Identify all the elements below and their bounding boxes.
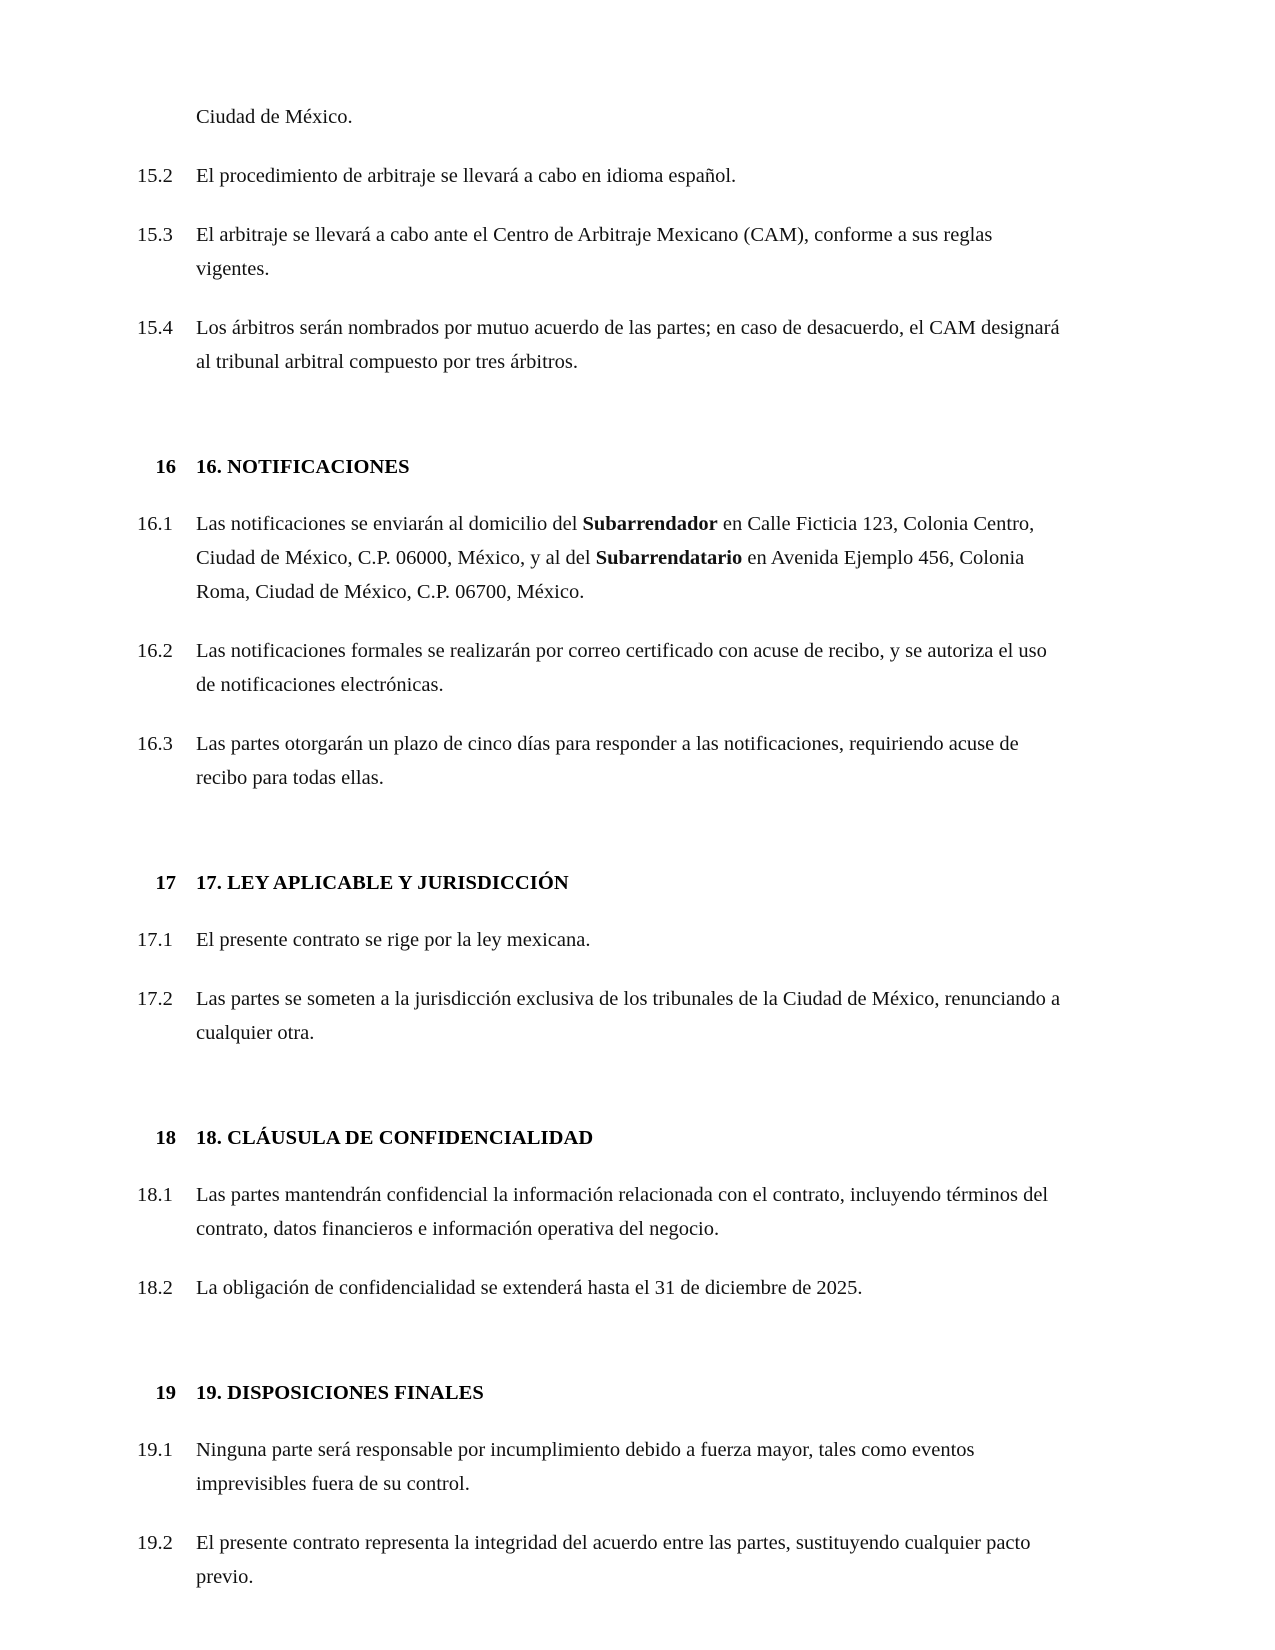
clause-list <box>137 159 1062 1594</box>
section-heading <box>137 1377 1062 1409</box>
clause-number: 18.1 <box>137 1184 173 1206</box>
clause-number: 17.1 <box>137 929 173 951</box>
clause-number: 17.2 <box>137 988 173 1010</box>
clause-text: El presente contrato representa la integridad del acuerdo entre las partes, sustituyendo cualquier pacto previo. <box>196 1532 1031 1588</box>
clause-number: 16.2 <box>137 640 173 662</box>
section-number: 16 <box>155 456 176 478</box>
clause-number: 16.1 <box>137 513 173 535</box>
clause-text: El presente contrato se rige por la ley mexicana. <box>196 929 591 951</box>
clause-text: Las partes se someten a la jurisdicción exclusiva de los tribunales de la Ciudad de México, renunciando a cualquier otra. <box>196 988 1061 1044</box>
section-title: 18. CLÁUSULA DE CONFIDENCIALIDAD <box>196 1127 594 1149</box>
section-number: 19 <box>155 1382 176 1404</box>
clause-text: El arbitraje se llevará a cabo ante el Centro de Arbitraje Mexicano (CAM), conforme a sus reglas vigentes. <box>196 224 993 280</box>
clause-text: Las notificaciones formales se realizarán por correo certificado con acuse de recibo, y se autoriza el uso de notificaciones electrónicas. <box>196 640 1047 696</box>
clause-text: Las partes mantendrán confidencial la información relacionada con el contrato, incluyendo términos del contrato, datos financieros e información operativa del negocio. <box>196 1184 1049 1240</box>
section-heading <box>137 451 1062 483</box>
clause-number: 19.1 <box>137 1439 173 1461</box>
clause-number: 15.4 <box>137 317 173 339</box>
clause-row <box>137 159 1062 193</box>
clause-text: El procedimiento de arbitraje se llevará a cabo en idioma español. <box>196 165 737 187</box>
clause-number: 16.3 <box>137 733 173 755</box>
clause-number: 18.2 <box>137 1277 173 1299</box>
clause-text: Las partes otorgarán un plazo de cinco días para responder a las notificaciones, requiriendo acuse de recibo para todas ellas. <box>196 733 1019 789</box>
section-number: 18 <box>155 1127 176 1149</box>
clause-row <box>137 727 1062 795</box>
clause-row <box>137 982 1062 1050</box>
clause-text: Los árbitros serán nombrados por mutuo acuerdo de las partes; en caso de desacuerdo, el CAM designará al tribunal arbitral compuesto por tres árbitros. <box>196 317 1060 373</box>
clause-row <box>137 1271 1062 1305</box>
clause-row <box>137 1178 1062 1246</box>
section-title: 17. LEY APLICABLE Y JURISDICCIÓN <box>196 872 569 894</box>
clause-number: 19.2 <box>137 1532 173 1554</box>
section-heading <box>137 867 1062 899</box>
clause-number: 15.3 <box>137 224 173 246</box>
clause-row <box>137 507 1062 609</box>
clause-row <box>137 923 1062 957</box>
document-body <box>137 100 1062 1594</box>
clause-row <box>137 311 1062 379</box>
section-title: 16. NOTIFICACIONES <box>196 456 410 478</box>
section-heading <box>137 1122 1062 1154</box>
clause-row <box>137 1526 1062 1594</box>
clause-text: La obligación de confidencialidad se extenderá hasta el 31 de diciembre de 2025. <box>196 1277 863 1299</box>
clause-text: Ninguna parte será responsable por incumplimiento debido a fuerza mayor, tales como eventos imprevisibles fuera de su control. <box>196 1439 975 1495</box>
clause-row <box>137 218 1062 286</box>
continuation-paragraph: Ciudad de México. <box>196 106 353 128</box>
section-title: 19. DISPOSICIONES FINALES <box>196 1382 484 1404</box>
clause-row <box>137 634 1062 702</box>
clause-row <box>137 1433 1062 1501</box>
section-number: 17 <box>155 872 176 894</box>
clause-number: 15.2 <box>137 165 173 187</box>
clause-text: Las notificaciones se enviarán al domicilio del Subarrendador en Calle Ficticia 123, Colonia Centro, Ciudad de México, C.P. 06000, México, y al del Subarrendatario en Avenida Ejemplo 456, Colonia Roma, Ciudad de México, C.P. 06700, México. <box>196 513 1035 603</box>
